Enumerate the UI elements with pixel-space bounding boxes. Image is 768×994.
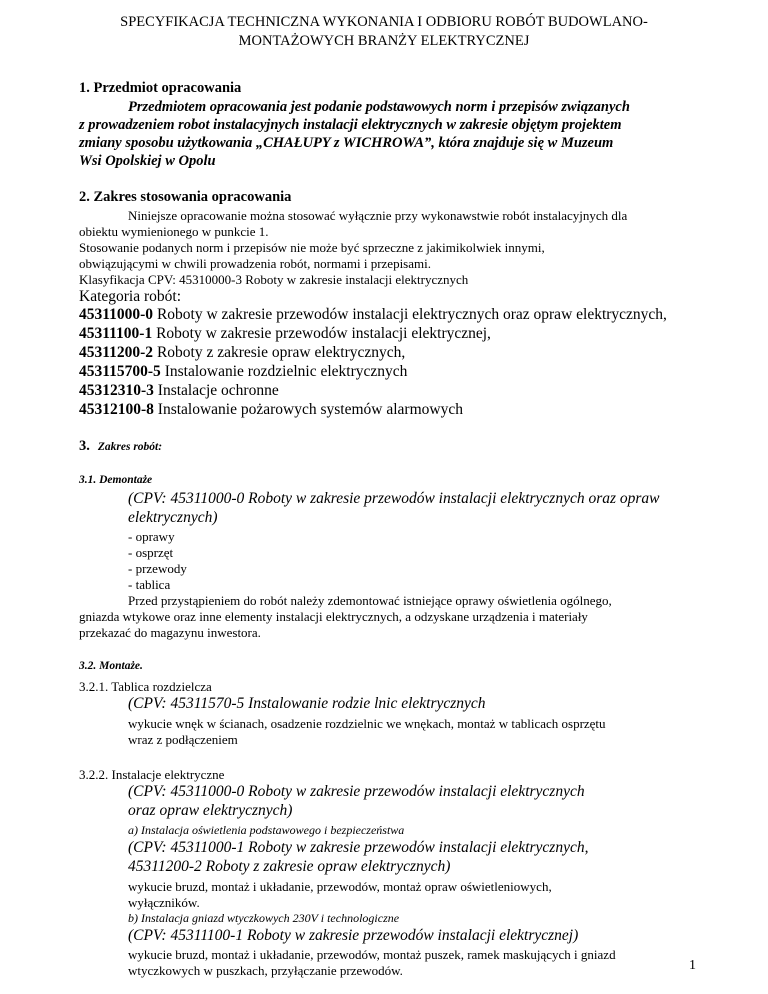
category-code: 45311100-1 — [79, 325, 153, 342]
item-b-label: b) Instalacja gniazd wtyczkowych 230V i technologiczne — [128, 911, 400, 925]
section-2-text-line-2: obiektu wymienionego w punkcie 1. — [79, 224, 269, 239]
section-1-text-line-3: zmiany sposobu użytkowania „CHAŁUPY z WICHROWA”, która znajduje się w Muzeum — [79, 135, 614, 151]
category-row — [79, 344, 768, 362]
category-row — [79, 306, 768, 324]
item-a-label: a) Instalacja oświetlenia podstawowego i bezpieczeństwa — [128, 823, 405, 837]
category-code: 453115700-5 — [79, 363, 161, 380]
section-3-2-1-cpv: (CPV: 45311570-5 Instalowanie rodzie lnic elektrycznych — [128, 695, 486, 712]
category-desc: Roboty z zakresie opraw elektrycznych, — [153, 344, 406, 361]
demontaz-item: - tablica — [128, 577, 171, 592]
item-b-cpv: (CPV: 45311100-1 Roboty w zakresie przewodów instalacji elektrycznej) — [128, 927, 579, 944]
category-desc: Instalacje ochronne — [153, 382, 279, 399]
item-b-text-line-1: wykucie bruzd, montaż i układanie, przewodów, montaż puszek, ramek maskujących i gniazd — [128, 947, 616, 962]
document-title-line-1: SPECYFIKACJA TECHNICZNA WYKONANIA I ODBIORU ROBÓT BUDOWLANO- — [120, 14, 648, 30]
kategoria-label: Kategoria robót: — [79, 288, 182, 305]
section-3-1-text-line-3: przekazać do magazynu inwestora. — [79, 625, 261, 640]
section-3-number: 3. — [79, 438, 90, 454]
section-3-1-cpv-line-1: (CPV: 45311000-0 Roboty w zakresie przewodów instalacji elektrycznych oraz opraw — [128, 490, 660, 507]
section-2-text-line-5: Klasyfikacja CPV: 45310000-3 Roboty w zakresie instalacji elektrycznych — [79, 272, 469, 287]
section-3-title: Zakres robót: — [97, 441, 163, 453]
section-3-2-2-cpv-line-1: (CPV: 45311000-0 Roboty w zakresie przewodów instalacji elektrycznych — [128, 783, 585, 800]
category-row — [79, 363, 768, 381]
category-desc: Instalowanie pożarowych systemów alarmowych — [153, 401, 463, 418]
item-a-text-line-1: wykucie bruzd, montaż i układanie, przewodów, montaż opraw oświetleniowych, — [128, 879, 552, 894]
category-code: 45311000-0 — [79, 306, 154, 323]
section-1-text-line-4: Wsi Opolskiej w Opolu — [79, 153, 216, 169]
page-number: 1 — [689, 958, 696, 973]
category-desc: Instalowanie rozdzielnic elektrycznych — [160, 363, 408, 380]
category-code: 45312100-8 — [79, 401, 154, 418]
document-title-line-2: MONTAŻOWYCH BRANŻY ELEKTRYCZNEJ — [238, 33, 530, 49]
section-3-heading — [79, 437, 768, 455]
section-3-2-1-heading: 3.2.1. Tablica rozdzielcza — [79, 679, 212, 694]
section-3-2-1-text-line-1: wykucie wnęk w ścianach, osadzenie rozdzielnic we wnękach, montaż w tablicach osprzętu — [128, 716, 606, 731]
section-3-1-cpv-line-2: elektrycznych) — [128, 509, 218, 526]
section-2-text-line-3: Stosowanie podanych norm i przepisów nie może być sprzeczne z jakimikolwiek innymi, — [79, 240, 545, 255]
category-code: 45312310-3 — [79, 382, 154, 399]
demontaz-item: - przewody — [128, 561, 187, 576]
category-row — [79, 401, 768, 419]
section-3-2-1-text-line-2: wraz z podłączeniem — [128, 732, 238, 747]
section-2-text-line-1: Niniejsze opracowanie można stosować wyłącznie przy wykonawstwie robót instalacyjnych dla — [128, 208, 628, 223]
item-a-text-line-2: wyłączników. — [128, 895, 200, 910]
section-3-1-text-line-2: gniazda wtykowe oraz inne elementy instalacji elektrycznych, a odzyskane urządzenia i materiały — [79, 609, 588, 624]
item-b-text-line-2: wtyczkowych w puszkach, przyłączanie przewodów. — [128, 963, 403, 978]
section-3-2-2-heading: 3.2.2. Instalacje elektryczne — [79, 767, 225, 782]
category-desc: Roboty w zakresie przewodów instalacji elektrycznej, — [152, 325, 491, 342]
section-2-text-line-4: obwiązującymi w chwili prowadzenia robót, normami i przepisami. — [79, 256, 431, 271]
category-desc: Roboty w zakresie przewodów instalacji elektrycznych oraz opraw elektrycznych, — [153, 306, 667, 323]
section-1-text-line-2: z prowadzeniem robot instalacyjnych instalacji elektrycznych w zakresie objętym projektem — [79, 117, 622, 133]
section-2-heading: 2. Zakres stosowania opracowania — [79, 189, 292, 205]
item-a-cpv-line-1: (CPV: 45311000-1 Roboty w zakresie przewodów instalacji elektrycznych, — [128, 839, 589, 856]
section-3-2-2-cpv-line-2: oraz opraw elektrycznych) — [128, 802, 293, 819]
demontaz-item: - osprzęt — [128, 545, 174, 560]
section-3-2-heading: 3.2. Montaże. — [79, 660, 143, 672]
section-3-1-heading: 3.1. Demontaże — [79, 474, 153, 486]
section-3-1-text-line-1: Przed przystąpieniem do robót należy zdemontować istniejące oprawy oświetlenia ogólnego, — [128, 593, 612, 608]
category-row — [79, 325, 768, 343]
section-1-heading: 1. Przedmiot opracowania — [79, 80, 242, 96]
item-a-cpv-line-2: 45311200-2 Roboty z zakresie opraw elektrycznych) — [128, 858, 451, 875]
category-row — [79, 382, 768, 400]
section-1-text-line-1: Przedmiotem opracowania jest podanie podstawowych norm i przepisów związanych — [128, 99, 630, 115]
demontaz-item: - oprawy — [128, 529, 175, 544]
category-code: 45311200-2 — [79, 344, 154, 361]
